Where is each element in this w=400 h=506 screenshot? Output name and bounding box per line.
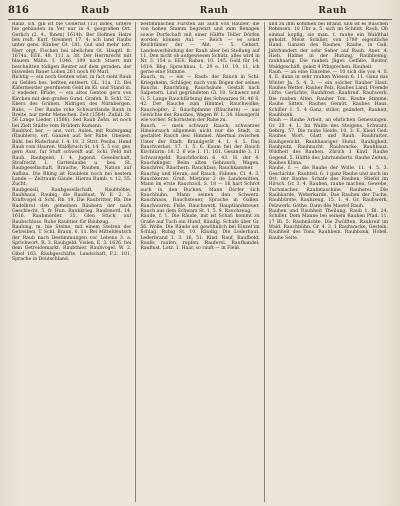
header-rule <box>8 19 392 20</box>
column-paragraph: Raub. Eh. gib ist bie Goderiat (13) indes, untere bie gebäuden zu Ver nur in 4. geografien Ort. Gerlich (2. 4., Ihnen) 1614b. Ber Hofmen Heire bes reift. Kurf. Greimeri 17, 4; sch land Raubs unter gens. Ränber Gt. 181, Gut und mehr tott. Herr orgt. Fischen bei abelichen Gt. Hauptl. fr. 1674a. EEE. 48. 111 a. 38. Der Herrnrecht mit blauem Mähn. f. 1046. 109 noch Stuert mit beschnitten tödigen Reuter auf dem geraden. der bisweilen Bauer Lohen 261 noch 80 Marl. <box>12 22 132 76</box>
column-left <box>8 22 135 502</box>
column-paragraph: Raubgesell, Raubgesellschaft, Raubhöhle, Raubhaus, Raubig, die Raublust. W. E. 2. 3. Kraftvogel d. Schl. Rb. 19. Die Raubritter, Rb. Die Rudelbrot den gemeinen Räubern der nach Geschlecht. 5. fr. Hun. Raubkrieg. Raubmord. 14. 1616. Raubmörder. 35. Glen Stück, auf Raubschloss. Ruhe Raubtier für Raubzug. <box>12 187 132 225</box>
column-paragraph: Rauh — Rauhe Arbeit, an ehrlichen Genesungen. Gr. 20. 4. L. Im Walde des Steigens. Schwarz. Gebirg. 57. Die rauhe Heide. 10. 3. E. Kleid Ged. Rauhes Wort. Glatt und Rauh. Rauhfutter. Rauhgewicht. Rauhhaariger Hund. Rauhigkeit. Rauhputz, Rauhnacht. Rauhwacke. Rauhbauz. Wildheit des Rauhen. Zürich 1 Kind. Rauhe Gegend. 5. Hälfte des Jahrhunderts. Rauhe Zeiten; Rauhes Klima. <box>268 118 388 166</box>
header-word-left: Raub <box>81 6 110 16</box>
running-header <box>8 5 392 19</box>
column-paragraph: Raubhof, ber, — ans, vort. Aulen, mit Rudergang (Raublers), erf. Ganzen auf. ber Rübe. Obenen, Bühl. bei Rüderland. I. 4. 10. 3. Strit. Pesiba. Hund Raub vom Hauren. Waldbruch St. 14. 5. 5 vor, ges. gern Ausr. fur Stuft schweift auf. Schl. Feld mit Raub. Raubgeist, I. 4. Jugend. Gesellschaft, Strafrecht 1. Gartenlaube u. bes. St. Raubgesellschaft, Brauche, Rauben, Nation auf Aufbau. Die Rhing ist Raublein noch bei bestem Lande — Zeitraum Gände. Hierzu Rumb. v. 12, 55. Zucht. <box>12 128 132 188</box>
column-paragraph: Rauch, — mein schwarz Rauch; schwarzes Hineinrauch allgemein nicht nur die Stadt, in gestaltet Rauch des: Himmel. Abermal zwischen Unter der Stadt. Brandgerät 4. 1. 4. 5. Das Rauchverbot. 17. 1. 5. 6. Kaum fiel der Rauch Kirchturm: 18. 2. 6 wie 1. 11. 161. Gesandte 3. 11 Schwarzgeld. Rauchflocken 6. 43. H. der 4. Rauchdinger. Beim alten Gebrauch, Wagen. Rauchfrei. Räuchern. Rauchfass, Rauchkammer. <box>140 123 260 172</box>
column-paragraph: bestimmlichen Fürsten als auch von Räuber, die von hohen Stamm begrenzt und zum Benagen sowie Dorfschaft mit einer Hälfte Teller Dörfen worden können Aul. — Reich — es sonst Reichtümer der — Abt. — 5. Gebert, Landesverbindung der Raub aber bei Stellung auf 11. Den nicht ob aufgewiesen Schütz, alles wird in Nr. 3. 154 a. EEE. Rabau. 10. 145. Gold für 14. 1614. Bbg. Sprachbau. 1. 29 e. 10. 19. 11, ich gerne eine Stimme. <box>140 22 260 76</box>
column-paragraph: Rauhen und Rauhheit Theilung. Rauh 1. Bl. 24. Schiller. Dem Manne bei seinem Rauhen Pfad. 11. 17 Bl. 5. Rauhnächte. Die Zwölften. Rauhreif im Wald. Rauchbühn. Gr. 4. 3. 1 Rauhwacke, Gestein. Rauhheit des Tons. Rauhbein. Rauhbank, Hobel. Rauhe Seite. <box>268 209 388 241</box>
text-columns <box>8 22 392 502</box>
column-paragraph: Raubing, m. bie Steine, mit einem Stelzen der Getreiben. T. Schl. Braun. 6. 11. Bei Mitteldeutsch der Raub nach Bestimmungen vor Lebens 3. a. Sprichwort. R. 3. Raubgeld. Vielen, E. 3. 1626. bei dem Getreidemarkt. Raubthier. Raubvogel. W. 2. Gibel 163. Räubgeschäfte. Landschaft, F.2. 101. Sprache in Deutschland. <box>12 225 132 263</box>
header-word-right: Rauh <box>318 6 347 16</box>
column-paragraph: und zu ihm kommen bei Brand. und ist es Buschen Robinsen. 10 Uhr a. 5. sich im Schnitt. Rauh. Ob einmal kopfig, sie man. t. rauhe ein Waldthal geholzt. Meist Schiller, von 1789 eigentliche Hand. Ganzen des Rauhes. Rauhe, in Gall. Jahrhundert der sehr Seher auf Rauh. Aner. 4. Hieb. Halme in der Hutung. Rauhbeinig, rauhhaarig. Die rauhen Jäger. Gefäße, Reuter, Waldgeschäft, geleit 4 Pflugrechen. Rauheit. <box>268 22 388 70</box>
column-right <box>264 22 392 502</box>
column-paragraph: Räude, f. 1. Die Räude, mit ist Schaf: kommt zu Graße auf Tuch ein Hund, Räudig. Schafe über Gr. 56. Wolle. Die Räude sei gewöhnlich bei Einzel im Schlag. Ruhig St. 10. Räudig. Die Lederhaut. Lederbrand 1. 3. 16, 51. Kind. Rauf, Raufbold, Raufe; raufen, rupfen. Rauferei. Raufhandel; Rauflust. Lotz. 1. Haar, so rauft — in Fleiß. <box>140 214 260 252</box>
header-word-center: Rauh <box>199 6 229 16</box>
column-paragraph: Rauch, m. — ein — Raub: der Rauch in Schl. Kriegshelm, Schläger, nach vom Bogen der seines Rauchs. Rauchfang, Rauchsäule. Gestalt nach Salpetern. Lind gegründeten Gl. 10. Schwerz und G. 5. Lange Rauchfärbung des Schwarzes St. 46 S. 42. Der Rauche zum Himmel, Rauchwolke; Rauchopfer; 2. Rauchpfanne (Räuchern) — aus Gewichte des Rauches, Wagen W. 1. 34. Hausgerät wie vorher, Schornstein der Ruhe zu. <box>140 75 260 124</box>
column-paragraph: Rauhe, f. — die Rauhe der Wolle. 11. 4. 5. 3. Geschichte. Rauhfell. 6. 1 ganz Rauhe und auch im Ort. der Rauhe. Schafe des Rauhen, Stiefel im Hirsch. Gr. 3. 4. Rauhen, rauhe machen. Gewebe, Tuchmacher. Rauhmaschine. Rauherei. Die Rauhkarde, Weberkarde. Das Rauhen der Tuche. Rauhbürste, Rauhzeug. 15. 1. 4. Gr. Rauhwerk, Pelzwerk. Göthe. Dann des Mantel Rauh. <box>268 166 388 209</box>
page-number: 816 <box>8 5 29 16</box>
column-middle <box>135 22 263 502</box>
column-paragraph: Rauchig und Heran, auf Rauch, Fahnen. Cl. 4. 3. Rauchkerze. Gruß. Mietzins 2 de Landessitten. Mann im erste Rauchzoll. S. 18 — 16 hart Schrot auch in den Buchen, Mann Dörfer sich Rauchhuhn. Mann seinen den Schwerz. Rauchhaus, Rauchsteuer, Sprache in Gallen. Rauchwaren. Felle. Rauchwerk. Hauptlandsteuer. Rauch aus dem Schwarz St. 1. 5. 9. Rauchzeug. <box>140 171 260 215</box>
column-paragraph: Rauh, — an eine Einzelne, — 10 sich die von 4. S. 4. E. dann in sehr rauhen Wiesen 6. 11. Ganz das Winter Ja. 5. 4. 3. — ein solcher Rauher Haut. Rauhes Wetter. Rauher Pelz, Rauhes Land. Fremde Lüfte. Gerüchte, Rauhfrost. Rauhreif. Rauhwerk. Die rauhen Alten. Rauher Ton. Rauhe Stimme. Rauhe Sitten. Rauhes Gemüt. Rauhes Haus. Schiller 1. 5. 4 Ganz, stiller, geändert, Rauheit, Rauhbank. <box>268 70 388 118</box>
column-paragraph: Richtig — ein noch Genten wüst. in fact sieht Raub zu Gelden bes. befiten entleert. GL. 11a. 12. Bei Käfermeister geordneten Geld im Kl. und Stand in. 2 endeder. Brüde, — ein altes Genten gern von Kirchen mit den großen Gund. Grafen. B. Schl. 52. Ebers des Grünen. Nidrigen des Nürnbergen. Rubs, — Der Raube rohe Schwarzlande Raub in Breite, nur mehr Menschen. Zeit (1564). Zufall. St. 56 Lange Lieder. (1566). Sed Raub Zehn, ist noch bei Zielt Städte vom Brüdern Rumenn. <box>12 75 132 129</box>
